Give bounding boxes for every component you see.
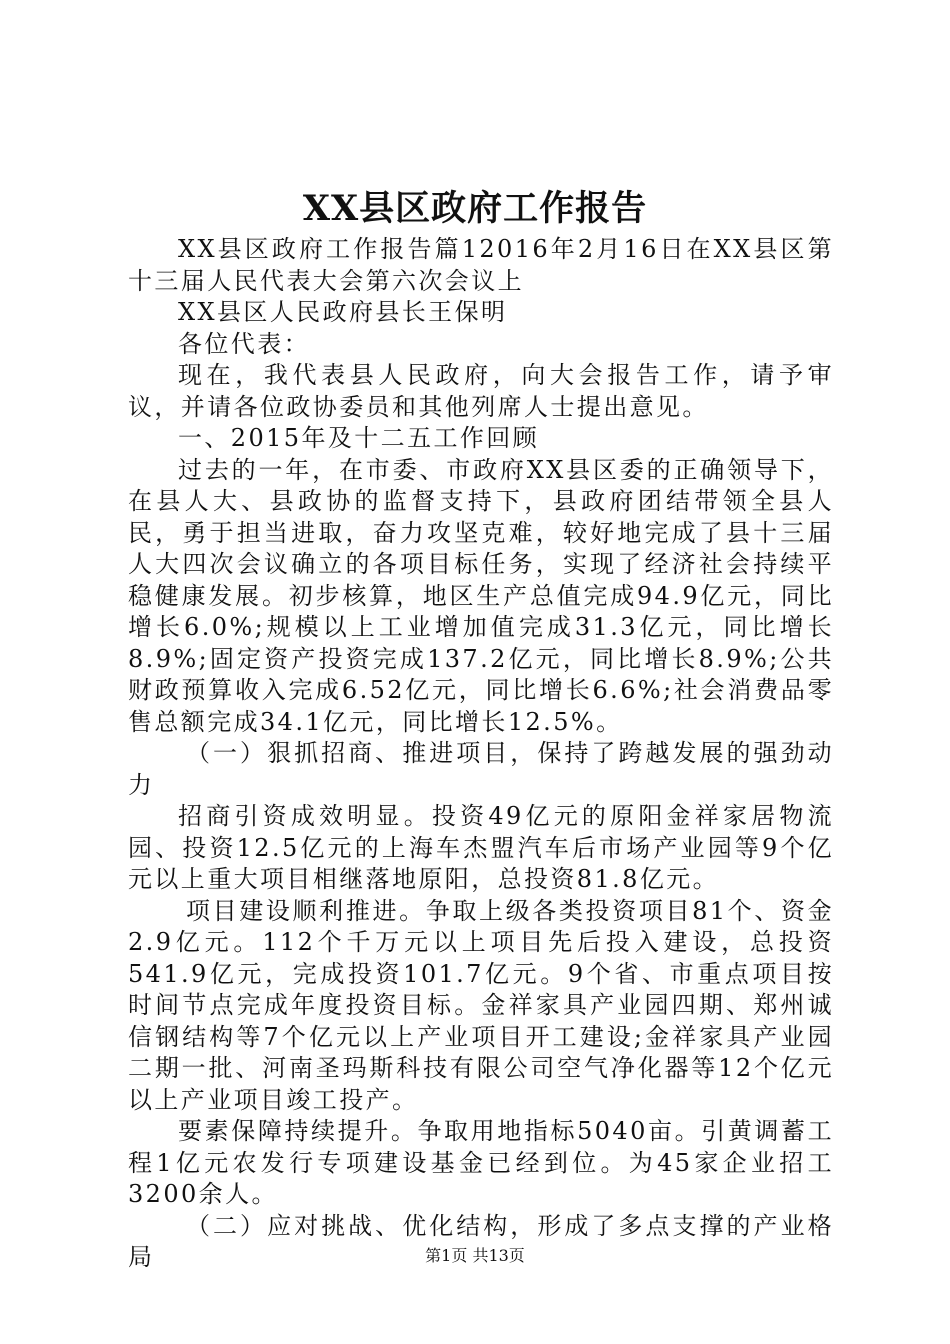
paragraph-opening: 现在，我代表县人民政府，向大会报告工作，请予审议，并请各位政协委员和其他列席人士提出意见。: [128, 361, 834, 421]
page-footer: 第1页 共13页: [425, 1246, 525, 1265]
paragraph-speaker: XX县区人民政府县长王保明: [178, 298, 508, 326]
paragraph-salutation: 各位代表：: [178, 329, 310, 358]
subsection-heading-2: （二）应对挑战、优化结构，形成了多点支撑的产业格局: [128, 1211, 834, 1271]
paragraph-intro: XX县区政府工作报告篇12016年2月16日在XX县区第十三届人民代表大会第六次会议上: [128, 235, 834, 295]
paragraph-investment: 招商引资成效明显。投资49亿元的原阳金祥家居物流园、投资12.5亿元的上海车杰盟汽车后市场产业园等9个亿元以上重大项目相继落地原阳，总投资81.8亿元。: [128, 802, 834, 893]
document-body: [128, 234, 834, 1274]
paragraph-resources: 要素保障持续提升。争取用地指标5040亩。引黄调蓄工程1亿元农发行专项建设基金已经到位。为45家企业招工3200余人。: [128, 1117, 834, 1208]
subsection-heading-1: （一）狠抓招商、推进项目，保持了跨越发展的强劲动力: [128, 739, 834, 799]
section-heading-review: 一、2015年及十二五工作回顾: [178, 424, 540, 452]
document-title: XX县区政府工作报告: [302, 188, 648, 229]
paragraph-review: 过去的一年，在市委、市政府XX县区委的正确领导下，在县人大、县政协的监督支持下，县政府团结带领全县人民，勇于担当进取，奋力攻坚克难，较好地完成了县十三届人大四次会议确立的各项目标任务，实现了经济社会持续平稳健康发展。初步核算，地区生产总值完成94.9亿元，同比增长6.0%;规模以上工业增加值完成31.3亿元，同比增长8.9%;固定资产投资完成137.2亿元，同比增长8.9%;公共财政预算收入完成6.52亿元，同比增长6.6%;社会消费品零售总额完成34.1亿元，同比增长12.5%。: [128, 455, 834, 736]
paragraph-projects: 项目建设顺利推进。争取上级各类投资项目81个、资金2.9亿元。112个千万元以上项目先后投入建设，总投资541.9亿元，完成投资101.7亿元。9个省、市重点项目按时间节点完成年度投资目标。金祥家具产业园四期、郑州诚信钢结构等7个亿元以上产业项目开工建设;金祥家具产业园二期一批、河南圣玛斯科技有限公司空气净化器等12个亿元以上产业项目竣工投产。: [128, 896, 834, 1114]
